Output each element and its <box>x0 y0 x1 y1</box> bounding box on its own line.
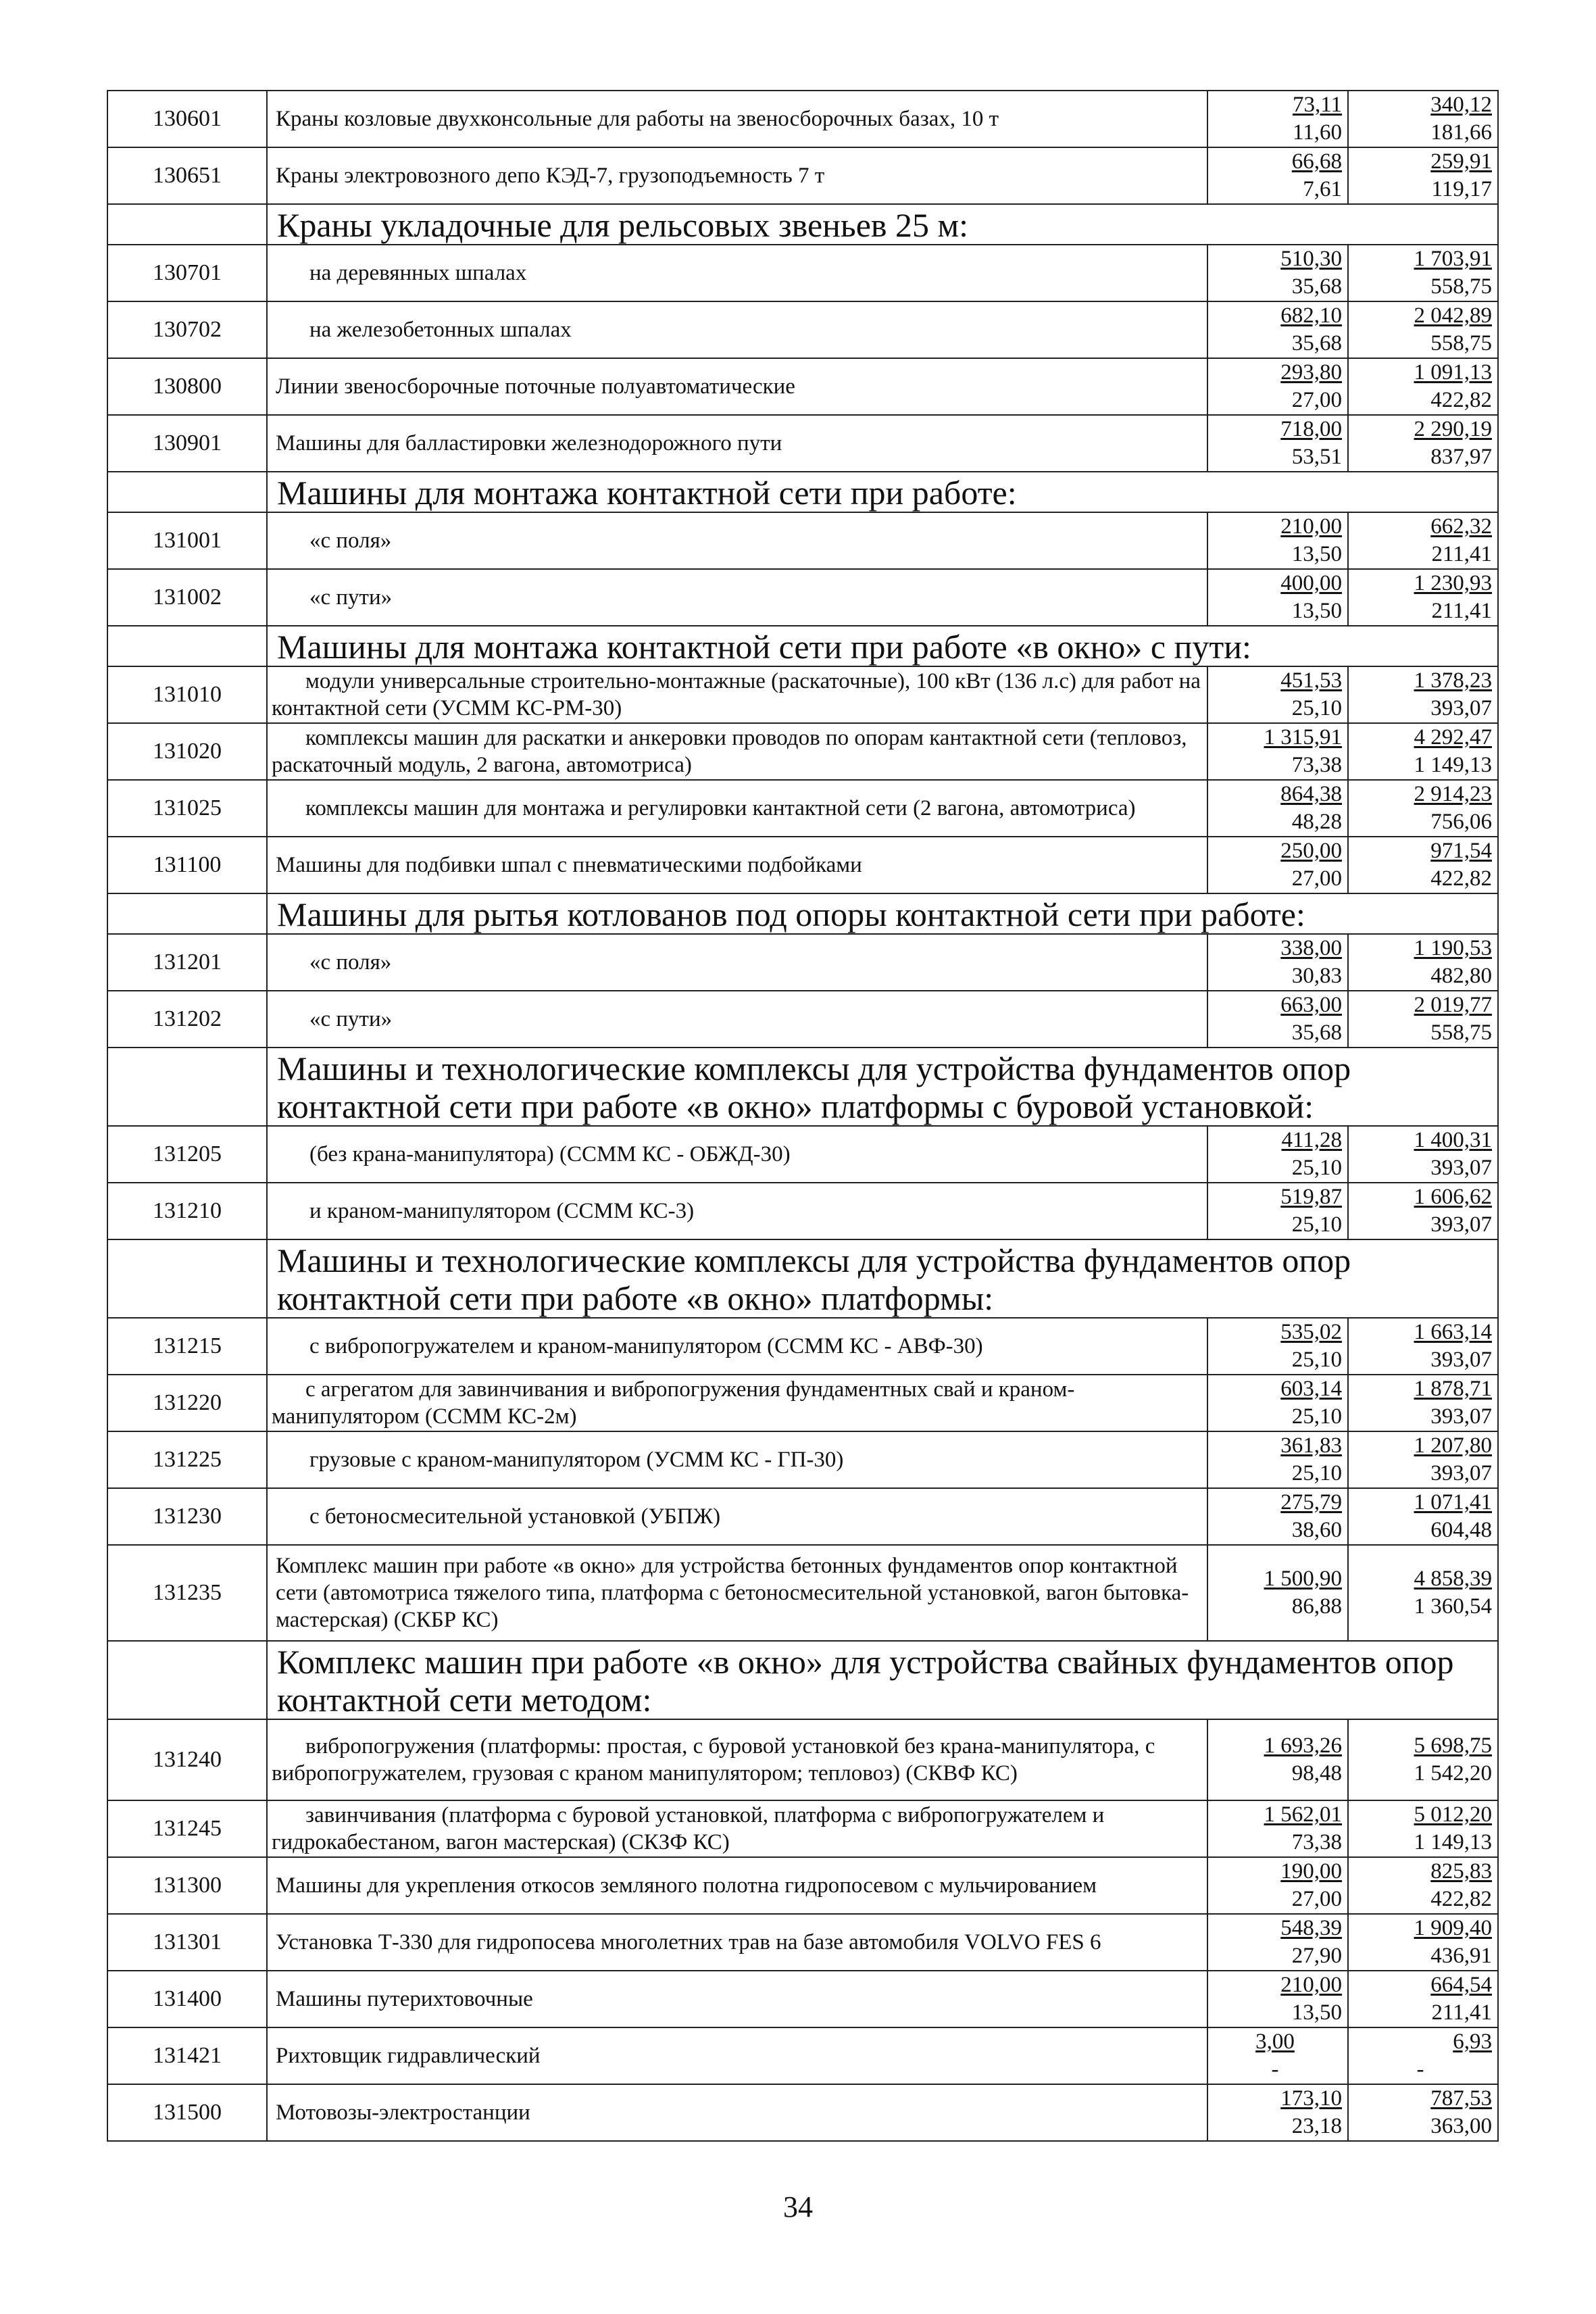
value-cell-a <box>1207 1914 1348 1971</box>
table-row <box>107 2084 1498 2141</box>
empty-code-cell <box>107 472 267 512</box>
section-heading: Машины и технологические комплексы для устройства фундаментов опор контактной сети при работе «в окно» платформы с буровой установкой: <box>267 1048 1498 1126</box>
value-top: 250,00 <box>1280 839 1342 863</box>
item-name: модули универсальные строительно-монтажные (раскаточные), 100 кВт (136 л.с) для работ на контактной сети (УСММ КС-РМ-30) <box>267 666 1207 723</box>
value-bottom: 211,41 <box>1431 599 1492 623</box>
value-cell-a <box>1207 723 1348 780</box>
value-bottom: 393,07 <box>1430 1156 1492 1180</box>
item-code: 131500 <box>107 2084 267 2141</box>
value-cell-b <box>1348 2027 1498 2084</box>
value-bottom: 422,82 <box>1430 1887 1492 1911</box>
value-bottom: 25,10 <box>1291 1404 1342 1429</box>
value-bottom: 35,68 <box>1291 274 1342 299</box>
value-bottom: 422,82 <box>1430 388 1492 412</box>
table-row <box>107 512 1498 569</box>
item-name: грузовые с краном-манипулятором (УСММ КС - ГП-30) <box>267 1431 1207 1488</box>
value-cell-a <box>1207 1857 1348 1914</box>
value-bottom: 119,17 <box>1431 177 1492 201</box>
value-bottom: 482,80 <box>1430 964 1492 988</box>
table-row <box>107 837 1498 893</box>
value-cell-b <box>1348 512 1498 569</box>
item-name: на железобетонных шпалах <box>267 301 1207 358</box>
value-top: 1 500,90 <box>1264 1567 1342 1591</box>
value-bottom: 25,10 <box>1291 1461 1342 1485</box>
value-cell-b <box>1348 666 1498 723</box>
value-cell-a <box>1207 147 1348 204</box>
table-row <box>107 1318 1498 1375</box>
value-top: 519,87 <box>1280 1185 1342 1209</box>
value-bottom: 98,48 <box>1291 1761 1342 1786</box>
item-code: 131025 <box>107 780 267 837</box>
value-bottom: 558,75 <box>1430 331 1492 355</box>
section-heading: Машины для рытья котлованов под опоры контактной сети при работе: <box>267 893 1498 934</box>
item-name: Краны козловые двухконсольные для работы на звеносборочных базах, 10 т <box>267 91 1207 147</box>
item-name: (без крана-манипулятора) (ССММ КС - ОБЖД-30) <box>267 1126 1207 1183</box>
value-top: 1 878,71 <box>1414 1377 1492 1401</box>
value-top: 338,00 <box>1280 936 1342 960</box>
value-top: 2 290,19 <box>1414 417 1492 441</box>
section-heading-row <box>107 626 1498 666</box>
value-cell-b <box>1348 1800 1498 1857</box>
value-bottom: 1 542,20 <box>1414 1761 1492 1786</box>
value-bottom: 53,51 <box>1291 445 1342 469</box>
item-code: 131400 <box>107 1971 267 2027</box>
value-bottom: 393,07 <box>1430 1212 1492 1237</box>
value-bottom: 23,18 <box>1291 2114 1342 2138</box>
item-code: 131001 <box>107 512 267 569</box>
section-heading: Машины для монтажа контактной сети при работе: <box>267 472 1498 512</box>
item-name: Машины для балластировки железнодорожного пути <box>267 415 1207 472</box>
value-top: 73,11 <box>1292 93 1342 117</box>
value-cell-b <box>1348 1375 1498 1431</box>
item-name: Краны электровозного депо КЭД-7, грузоподъемность 7 т <box>267 147 1207 204</box>
value-bottom: 604,48 <box>1430 1518 1492 1542</box>
table-row <box>107 780 1498 837</box>
value-top: 682,10 <box>1280 303 1342 328</box>
item-name: Линии звеносборочные поточные полуавтоматические <box>267 358 1207 415</box>
value-bottom: 25,10 <box>1291 1156 1342 1180</box>
item-name: комплексы машин для монтажа и регулировки кантактной сети (2 вагона, автомотриса) <box>267 780 1207 837</box>
value-bottom: 48,28 <box>1291 810 1342 834</box>
value-bottom: 393,07 <box>1430 1461 1492 1485</box>
value-cell-a <box>1207 2084 1348 2141</box>
value-bottom: 393,07 <box>1430 696 1492 720</box>
value-top: 190,00 <box>1280 1859 1342 1884</box>
value-bottom: 1 360,54 <box>1414 1594 1492 1619</box>
value-bottom: 7,61 <box>1303 177 1342 201</box>
value-top: 2 914,23 <box>1414 782 1492 806</box>
value-cell-b <box>1348 1488 1498 1545</box>
value-top: 1 400,31 <box>1414 1128 1492 1152</box>
value-top: 1 378,23 <box>1414 668 1492 693</box>
value-bottom: 1 149,13 <box>1414 1830 1492 1854</box>
value-bottom: 211,41 <box>1431 2000 1492 2025</box>
value-top: 825,83 <box>1430 1859 1492 1884</box>
value-top: 664,54 <box>1430 1973 1492 1997</box>
value-cell-a <box>1207 301 1348 358</box>
value-cell-b <box>1348 569 1498 626</box>
value-bottom: 393,07 <box>1430 1404 1492 1429</box>
value-cell-a <box>1207 1488 1348 1545</box>
section-heading-row <box>107 204 1498 245</box>
item-code: 131300 <box>107 1857 267 1914</box>
value-top: 4 858,39 <box>1414 1567 1492 1591</box>
table-row <box>107 666 1498 723</box>
value-bottom: 181,66 <box>1430 120 1492 145</box>
value-bottom: 393,07 <box>1430 1348 1492 1372</box>
empty-code-cell <box>107 204 267 245</box>
value-top: 864,38 <box>1280 782 1342 806</box>
item-code: 131210 <box>107 1183 267 1239</box>
table-row <box>107 147 1498 204</box>
value-bottom: 13,50 <box>1291 542 1342 566</box>
item-code: 131225 <box>107 1431 267 1488</box>
section-heading-row <box>107 1048 1498 1126</box>
value-cell-a <box>1207 358 1348 415</box>
table-row <box>107 1126 1498 1183</box>
value-top: 66,68 <box>1291 149 1342 174</box>
item-code: 130701 <box>107 245 267 301</box>
value-bottom: 558,75 <box>1430 1020 1492 1045</box>
value-bottom: 73,38 <box>1291 1830 1342 1854</box>
value-top: 259,91 <box>1430 149 1492 174</box>
item-code: 130800 <box>107 358 267 415</box>
item-code: 131215 <box>107 1318 267 1375</box>
value-top: 4 292,47 <box>1414 725 1492 749</box>
empty-code-cell <box>107 626 267 666</box>
value-bottom: 422,82 <box>1430 866 1492 891</box>
value-bottom: 27,00 <box>1291 1887 1342 1911</box>
item-name: и краном-манипулятором (ССММ КС-3) <box>267 1183 1207 1239</box>
value-bottom: 27,90 <box>1291 1944 1342 1968</box>
value-top: 787,53 <box>1430 2086 1492 2111</box>
item-code: 131220 <box>107 1375 267 1431</box>
section-heading-row <box>107 893 1498 934</box>
value-top: 510,30 <box>1280 247 1342 271</box>
item-code: 131010 <box>107 666 267 723</box>
table-row <box>107 1431 1498 1488</box>
value-top: 2 042,89 <box>1414 303 1492 328</box>
value-bottom: 35,68 <box>1291 331 1342 355</box>
value-cell-b <box>1348 1183 1498 1239</box>
value-top: 1 190,53 <box>1414 936 1492 960</box>
item-name: Комплекс машин при работе «в окно» для устройства бетонных фундаментов опор контактной сети (автомотриса тяжелого типа, платформа с бетоносмесительной установкой, вагон бытовка-мастерская) (СКБР КС) <box>267 1545 1207 1641</box>
value-cell-b <box>1348 1126 1498 1183</box>
item-code: 131020 <box>107 723 267 780</box>
table-row <box>107 91 1498 147</box>
table-row <box>107 1800 1498 1857</box>
item-name: Машины путерихтовочные <box>267 1971 1207 2027</box>
value-bottom: 86,88 <box>1291 1594 1342 1619</box>
value-cell-b <box>1348 91 1498 147</box>
item-name: Машины для подбивки шпал с пневматическими подбойками <box>267 837 1207 893</box>
value-bottom: - <box>1271 2057 1279 2082</box>
value-cell-a <box>1207 1183 1348 1239</box>
table-row <box>107 2027 1498 2084</box>
value-top: 1 606,62 <box>1414 1185 1492 1209</box>
item-code: 131201 <box>107 934 267 991</box>
value-top: 1 091,13 <box>1414 360 1492 385</box>
value-top: 340,12 <box>1430 93 1492 117</box>
value-cell-a <box>1207 780 1348 837</box>
value-bottom: 211,41 <box>1431 542 1492 566</box>
empty-code-cell <box>107 893 267 934</box>
value-top: 1 663,14 <box>1414 1320 1492 1344</box>
empty-code-cell <box>107 1239 267 1318</box>
value-cell-b <box>1348 991 1498 1048</box>
value-bottom: 27,00 <box>1291 866 1342 891</box>
value-cell-b <box>1348 837 1498 893</box>
value-bottom: 1 149,13 <box>1414 753 1492 777</box>
item-name: «с пути» <box>267 569 1207 626</box>
value-bottom: 837,97 <box>1430 445 1492 469</box>
value-cell-b <box>1348 1914 1498 1971</box>
value-bottom: 13,50 <box>1291 599 1342 623</box>
value-top: 535,02 <box>1280 1320 1342 1344</box>
value-bottom: - <box>1416 2057 1424 2082</box>
value-bottom: 756,06 <box>1430 810 1492 834</box>
value-bottom: 558,75 <box>1430 274 1492 299</box>
value-cell-a <box>1207 666 1348 723</box>
table-row <box>107 1375 1498 1431</box>
value-top: 1 207,80 <box>1414 1433 1492 1458</box>
value-top: 210,00 <box>1280 514 1342 539</box>
value-top: 663,00 <box>1280 993 1342 1017</box>
item-name: «с поля» <box>267 934 1207 991</box>
value-top: 662,32 <box>1430 514 1492 539</box>
page-number: 34 <box>783 2190 813 2223</box>
value-cell-b <box>1348 934 1498 991</box>
section-heading: Машины для монтажа контактной сети при работе «в окно» с пути: <box>267 626 1498 666</box>
value-bottom: 30,83 <box>1291 964 1342 988</box>
item-name: с агрегатом для завинчивания и вибропогружения фундаментных свай и краном-манипулятором (ССММ КС-2м) <box>267 1375 1207 1431</box>
value-cell-b <box>1348 1545 1498 1641</box>
table-row <box>107 1488 1498 1545</box>
section-heading-row <box>107 1239 1498 1318</box>
item-name: с вибропогружателем и краном-манипулятором (ССММ КС - АВФ-30) <box>267 1318 1207 1375</box>
value-top: 603,14 <box>1280 1377 1342 1401</box>
value-cell-b <box>1348 147 1498 204</box>
table-row <box>107 934 1498 991</box>
table-row <box>107 415 1498 472</box>
value-top: 451,53 <box>1280 668 1342 693</box>
item-name: Машины для укрепления откосов земляного полотна гидропосевом с мульчированием <box>267 1857 1207 1914</box>
table-row <box>107 245 1498 301</box>
item-code: 131205 <box>107 1126 267 1183</box>
value-top: 3,00 <box>1255 2029 1295 2054</box>
item-code: 130702 <box>107 301 267 358</box>
value-cell-a <box>1207 2027 1348 2084</box>
value-top: 210,00 <box>1280 1973 1342 1997</box>
item-code: 131235 <box>107 1545 267 1641</box>
item-code: 131240 <box>107 1719 267 1800</box>
value-top: 400,00 <box>1280 571 1342 595</box>
value-top: 173,10 <box>1280 2086 1342 2111</box>
value-top: 1 693,26 <box>1264 1733 1342 1758</box>
table-row <box>107 991 1498 1048</box>
item-code: 131245 <box>107 1800 267 1857</box>
value-bottom: 363,00 <box>1430 2114 1492 2138</box>
value-top: 5 012,20 <box>1414 1802 1492 1827</box>
value-cell-b <box>1348 1318 1498 1375</box>
value-bottom: 25,10 <box>1291 1348 1342 1372</box>
section-heading-row <box>107 1641 1498 1719</box>
value-top: 275,79 <box>1280 1490 1342 1515</box>
value-top: 1 562,01 <box>1264 1802 1342 1827</box>
value-cell-b <box>1348 1971 1498 2027</box>
item-name: завинчивания (платформа с буровой установкой, платформа с вибропогружателем и гидрокабестаном, вагон мастерская) (СКЗФ КС) <box>267 1800 1207 1857</box>
value-cell-a <box>1207 1719 1348 1800</box>
empty-code-cell <box>107 1641 267 1719</box>
value-cell-a <box>1207 1318 1348 1375</box>
value-cell-a <box>1207 1431 1348 1488</box>
section-heading: Краны укладочные для рельсовых звеньев 25 м: <box>267 204 1498 245</box>
value-bottom: 13,50 <box>1291 2000 1342 2025</box>
value-cell-a <box>1207 512 1348 569</box>
item-name: с бетоносмесительной установкой (УБПЖ) <box>267 1488 1207 1545</box>
value-top: 2 019,77 <box>1414 993 1492 1017</box>
item-name: вибропогружения (платформы: простая, с буровой установкой без крана-манипулятора, с вибропогружателем, грузовая с краном манипулятором; тепловоз) (СКВФ КС) <box>267 1719 1207 1800</box>
value-bottom: 73,38 <box>1291 753 1342 777</box>
section-heading: Машины и технологические комплексы для устройства фундаментов опор контактной сети при работе «в окно» платформы: <box>267 1239 1498 1318</box>
value-cell-a <box>1207 245 1348 301</box>
item-code: 131421 <box>107 2027 267 2084</box>
item-code: 131230 <box>107 1488 267 1545</box>
table-row <box>107 1971 1498 2027</box>
value-top: 1 315,91 <box>1264 725 1342 749</box>
value-top: 5 698,75 <box>1414 1733 1492 1758</box>
item-code: 131301 <box>107 1914 267 1971</box>
item-name: «с поля» <box>267 512 1207 569</box>
value-cell-a <box>1207 1800 1348 1857</box>
machine-rates-table <box>107 90 1499 2142</box>
value-cell-b <box>1348 358 1498 415</box>
table-row <box>107 723 1498 780</box>
item-code: 131202 <box>107 991 267 1048</box>
item-code: 130651 <box>107 147 267 204</box>
section-heading: Комплекс машин при работе «в окно» для устройства свайных фундаментов опор контактной сети методом: <box>267 1641 1498 1719</box>
value-cell-b <box>1348 2084 1498 2141</box>
value-cell-a <box>1207 1971 1348 2027</box>
value-cell-a <box>1207 569 1348 626</box>
value-bottom: 38,60 <box>1291 1518 1342 1542</box>
value-top: 1 230,93 <box>1414 571 1492 595</box>
value-bottom: 25,10 <box>1291 1212 1342 1237</box>
value-top: 1 071,41 <box>1414 1490 1492 1515</box>
value-cell-a <box>1207 415 1348 472</box>
table-row <box>107 1857 1498 1914</box>
item-name: Рихтовщик гидравлический <box>267 2027 1207 2084</box>
value-cell-a <box>1207 91 1348 147</box>
value-cell-b <box>1348 415 1498 472</box>
value-cell-a <box>1207 934 1348 991</box>
value-cell-b <box>1348 301 1498 358</box>
table-row <box>107 1545 1498 1641</box>
value-cell-a <box>1207 991 1348 1048</box>
item-name: Установка Т-330 для гидропосева многолетних трав на базе автомобиля VOLVO FES 6 <box>267 1914 1207 1971</box>
value-top: 293,80 <box>1280 360 1342 385</box>
item-name: Мотовозы-электростанции <box>267 2084 1207 2141</box>
table-row <box>107 301 1498 358</box>
value-cell-b <box>1348 1431 1498 1488</box>
item-name: «с пути» <box>267 991 1207 1048</box>
value-bottom: 27,00 <box>1291 388 1342 412</box>
table-row <box>107 358 1498 415</box>
item-code: 131100 <box>107 837 267 893</box>
value-cell-b <box>1348 245 1498 301</box>
value-top: 411,28 <box>1281 1128 1342 1152</box>
item-code: 130601 <box>107 91 267 147</box>
item-code: 130901 <box>107 415 267 472</box>
value-bottom: 25,10 <box>1291 696 1342 720</box>
value-cell-b <box>1348 723 1498 780</box>
value-top: 718,00 <box>1280 417 1342 441</box>
value-bottom: 35,68 <box>1291 1020 1342 1045</box>
value-top: 971,54 <box>1430 839 1492 863</box>
value-bottom: 436,91 <box>1430 1944 1492 1968</box>
item-name: на деревянных шпалах <box>267 245 1207 301</box>
value-top: 6,93 <box>1453 2029 1492 2054</box>
table-row <box>107 1183 1498 1239</box>
table-row <box>107 1914 1498 1971</box>
value-cell-a <box>1207 837 1348 893</box>
table-row <box>107 1719 1498 1800</box>
item-code: 131002 <box>107 569 267 626</box>
value-cell-b <box>1348 1719 1498 1800</box>
value-cell-a <box>1207 1126 1348 1183</box>
value-cell-b <box>1348 1857 1498 1914</box>
value-top: 1 703,91 <box>1414 247 1492 271</box>
value-cell-a <box>1207 1545 1348 1641</box>
value-cell-b <box>1348 780 1498 837</box>
empty-code-cell <box>107 1048 267 1126</box>
value-cell-a <box>1207 1375 1348 1431</box>
value-top: 361,83 <box>1280 1433 1342 1458</box>
value-top: 548,39 <box>1280 1916 1342 1940</box>
section-heading-row <box>107 472 1498 512</box>
value-top: 1 909,40 <box>1414 1916 1492 1940</box>
table-row <box>107 569 1498 626</box>
value-bottom: 11,60 <box>1292 120 1342 145</box>
item-name: комплексы машин для раскатки и анкеровки проводов по опорам кантактной сети (тепловоз, раскаточный модуль, 2 вагона, автомотриса) <box>267 723 1207 780</box>
